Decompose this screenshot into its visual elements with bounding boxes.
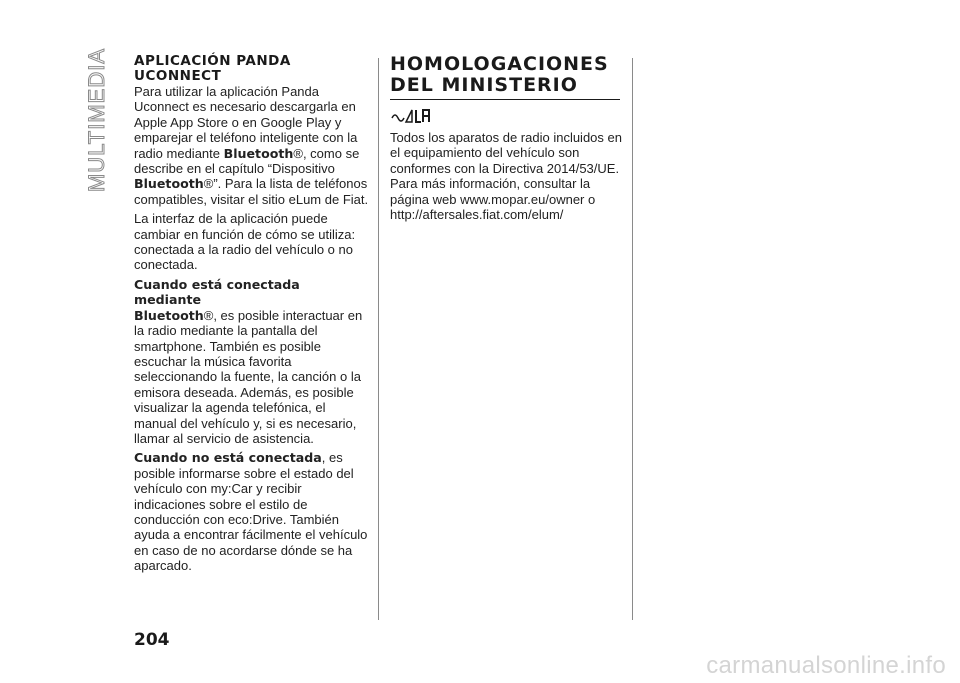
heading-line-1: APLICACIÓN PANDA [134, 53, 291, 69]
paragraph-interface: La interfaz de la aplicación puede cambiar en función de cómo se utiliza: conectada a la radio del vehículo o no conectada. [134, 211, 356, 273]
text-run: ®, como se describe en el capítulo “Dispositivo [134, 145, 360, 177]
heading-line-1: HOMOLOGACIONES [390, 53, 609, 75]
subheading-not-connected: Cuando no está conectada [134, 450, 322, 466]
bold-term: Bluetooth [134, 176, 204, 192]
bold-term: Bluetooth [134, 307, 204, 323]
text-run: ®”. Para la lista de teléfonos compatibles, visitar el sitio eLum de Fiat. [134, 176, 369, 207]
paragraph-connected [134, 277, 370, 446]
paragraph-not-connected [134, 450, 370, 573]
paragraph-intro [134, 84, 370, 207]
section-heading-panda-app [134, 54, 370, 84]
text-run: ®, es posible interactuar en la radio mediante la pantalla del smartphone. También es posible escuchar la música favorita seleccionando la fuente, la canción o la emisora deseada. Además, es posible visualizar la agenda telefónica, el manual del vehículo y, si es necesario, llamar al servicio de asistencia. [134, 307, 363, 446]
heading-line-2: DEL MINISTERIO [390, 74, 578, 96]
emc-radio-icon [390, 106, 626, 128]
right-column [390, 54, 626, 226]
subheading-connected: Cuando está conectada mediante [134, 276, 300, 308]
text-run: Para utilizar la aplicación Panda Uconnect es necesario descargarla en Apple App Store o en Google Play y emparejar el teléfono inteligente con la radio mediante [134, 84, 358, 161]
text-run: , es posible informarse sobre el estado del vehículo con my:Car y recibir indicaciones sobre el estilo de conducción con eco:Drive. También ayuda a encontrar fácilmente el vehículo en caso de no acordarse dónde se ha aparcado. [134, 450, 368, 574]
watermark: carmanualsonline.info [706, 652, 946, 679]
column-divider-left [378, 58, 379, 620]
bold-term: Bluetooth [223, 145, 294, 161]
section-tab-label: MULTIMEDIA [84, 47, 110, 193]
heading-line-2: UCONNECT [134, 68, 222, 84]
section-heading-homologations [390, 54, 620, 100]
section-tab [80, 47, 114, 193]
page-number: 204 [134, 630, 170, 650]
paragraph-homologation: Todos los aparatos de radio incluidos en el equipamiento del vehículo son conformes con la Directiva 2014/53/UE. Para más información, consultar la página web www.mopar.eu/owner o http://aftersales.fiat.com/elum/ [390, 130, 622, 223]
column-divider-right [632, 58, 633, 620]
left-column [134, 54, 370, 578]
